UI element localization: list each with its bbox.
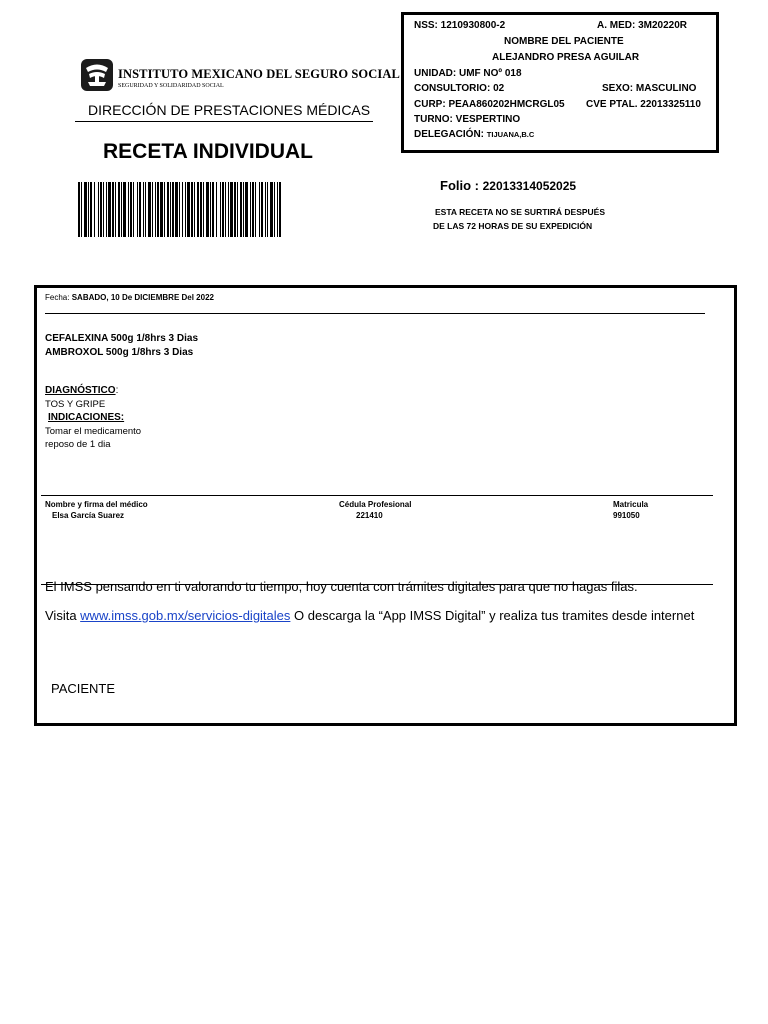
barcode-bar: [133, 182, 134, 237]
barcode-bar: [167, 182, 169, 237]
visit-suffix: O descarga la “App IMSS Digital” y realiza tus tramites desde internet: [290, 608, 695, 623]
cedula-label: Cédula Profesional: [339, 500, 412, 509]
barcode-bar: [175, 182, 178, 237]
barcode-bar: [270, 182, 273, 237]
barcode-bar: [197, 182, 199, 237]
barcode-bar: [145, 182, 146, 237]
barcode-bar: [240, 182, 242, 237]
matricula-value: 991050: [613, 511, 640, 520]
expiry-notice-line1: ESTA RECETA NO SE SURTIRÁ DESPUÉS: [435, 207, 606, 217]
barcode-bar: [228, 182, 229, 237]
institute-name: INSTITUTO MEXICANO DEL SEGURO SOCIAL: [118, 67, 400, 81]
barcode-bar: [139, 182, 141, 237]
barcode-bar: [255, 182, 256, 237]
barcode-bar: [88, 182, 89, 237]
barcode-bar: [143, 182, 144, 237]
diagnostico-colon: :: [115, 385, 119, 396]
barcode-bar: [112, 182, 114, 237]
barcode-bar: [274, 182, 275, 237]
barcode-bar: [259, 182, 260, 237]
barcode-bar: [203, 182, 204, 237]
delegacion-label: DELEGACIÓN:: [414, 129, 484, 140]
barcode-bar: [216, 182, 217, 237]
barcode-bar: [84, 182, 87, 237]
barcode-bar: [250, 182, 251, 237]
date-divider: [45, 313, 705, 314]
imss-eagle-logo-icon: [80, 58, 114, 92]
indicacion-2: reposo de 1 dia: [45, 439, 111, 450]
medication-2: AMBROXOL 500g 1/8hrs 3 Dias: [45, 347, 194, 358]
consultorio-field: CONSULTORIO: 02: [414, 83, 505, 94]
barcode-bar: [94, 182, 95, 237]
barcode-bar: [148, 182, 151, 237]
medication-1: CEFALEXINA 500g 1/8hrs 3 Dias: [45, 333, 199, 344]
barcode-bar: [194, 182, 195, 237]
fecha-label: Fecha:: [45, 293, 70, 302]
indicacion-1: Tomar el medicamento: [45, 426, 142, 437]
barcode-bar: [265, 182, 266, 237]
barcode-bar: [187, 182, 190, 237]
barcode-bar: [267, 182, 268, 237]
copy-label: PACIENTE: [51, 681, 116, 696]
barcode-bar: [152, 182, 153, 237]
barcode-bar: [164, 182, 165, 237]
barcode-bar: [200, 182, 202, 237]
diagnostico-value: TOS Y GRIPE: [45, 399, 106, 410]
barcode-bar: [137, 182, 138, 237]
folio-label: Folio :: [440, 178, 479, 193]
folio: [440, 178, 576, 193]
barcode-bar: [252, 182, 254, 237]
signature-divider: [41, 495, 713, 496]
barcode-bar: [179, 182, 180, 237]
prescription-box: [34, 285, 737, 726]
barcode-bar: [182, 182, 183, 237]
sexo-field: SEXO: MASCULINO: [602, 83, 697, 94]
barcode-bar: [225, 182, 226, 237]
digital-services-message: El IMSS pensando en ti valorando tu tiempo, hoy cuenta con trámites digitales para que no hagas filas.: [45, 579, 638, 594]
barcode-bar: [123, 182, 126, 237]
institute-tagline: SEGURIDAD Y SOLIDARIDAD SOCIAL: [118, 83, 224, 89]
barcode-bar: [160, 182, 163, 237]
barcode-bar: [191, 182, 193, 237]
barcode-bar: [130, 182, 132, 237]
barcode-bar: [78, 182, 80, 237]
barcode-bar: [118, 182, 120, 237]
diagnostico-heading: [45, 385, 118, 396]
barcode-bar: [243, 182, 244, 237]
barcode-bar: [279, 182, 281, 237]
barcode-bar: [128, 182, 129, 237]
nss-field: NSS: 1210930800-2: [414, 20, 506, 31]
barcode-bar: [155, 182, 156, 237]
barcode-bar: [212, 182, 214, 237]
barcode-bar: [115, 182, 116, 237]
footer-divider: [41, 584, 713, 585]
folio-number: 22013314052025: [482, 179, 577, 193]
cedula-value: 221410: [356, 511, 383, 520]
doctor-name-label: Nombre y firma del médico: [45, 500, 148, 509]
barcode-bar: [100, 182, 102, 237]
diagnostico-label: DIAGNÓSTICO: [45, 385, 116, 396]
amed-field: A. MED: 3M20220R: [597, 20, 688, 31]
curp-field: CURP: PEAA860202HMCRGL05: [414, 99, 565, 110]
barcode-bar: [106, 182, 107, 237]
barcode-bar: [157, 182, 159, 237]
imss-services-link[interactable]: www.imss.gob.mx/servicios-digitales: [80, 608, 291, 623]
visit-prefix: Visita: [45, 608, 81, 623]
barcode-bar: [261, 182, 263, 237]
patient-name: ALEJANDRO PRESA AGUILAR: [492, 52, 640, 63]
barcode-bar: [108, 182, 111, 237]
barcode-icon: [78, 182, 282, 237]
barcode-bar: [81, 182, 82, 237]
page-title: RECETA INDIVIDUAL: [103, 140, 313, 163]
barcode-bar: [277, 182, 278, 237]
barcode-bar: [220, 182, 221, 237]
imss-logo: [80, 58, 400, 98]
barcode-bar: [103, 182, 104, 237]
delegacion-value: TIJUANA,B.C: [486, 130, 535, 139]
barcode-bar: [172, 182, 174, 237]
barcode-bar: [210, 182, 211, 237]
department-divider: [75, 121, 373, 122]
indicaciones-label: INDICACIONES:: [48, 412, 125, 423]
visit-line: [45, 608, 694, 623]
cve-ptal-field: CVE PTAL. 22013325110: [586, 99, 701, 110]
barcode-bar: [222, 182, 224, 237]
expiry-notice-line2: DE LAS 72 HORAS DE SU EXPEDICIÓN: [433, 221, 593, 231]
barcode-bar: [185, 182, 186, 237]
matricula-label: Matricula: [613, 500, 649, 509]
barcode-bar: [170, 182, 171, 237]
fecha-field: [45, 293, 214, 302]
doctor-name: Elsa García Suarez: [52, 511, 125, 520]
delegacion-field: [414, 129, 534, 140]
turno-field: TURNO: VESPERTINO: [414, 114, 521, 125]
barcode-bar: [90, 182, 92, 237]
barcode-bar: [121, 182, 122, 237]
barcode-bar: [206, 182, 209, 237]
barcode-bar: [245, 182, 248, 237]
barcode-bar: [98, 182, 99, 237]
patient-name-label: NOMBRE DEL PACIENTE: [504, 36, 624, 47]
department-title: DIRECCIÓN DE PRESTACIONES MÉDICAS: [88, 102, 371, 118]
barcode-bar: [237, 182, 238, 237]
unidad-field: UNIDAD: UMF NOº 018: [414, 68, 522, 79]
fecha-value: SABADO, 10 De DICIEMBRE Del 2022: [71, 293, 214, 302]
barcode-bar: [234, 182, 236, 237]
patient-info-box: [401, 12, 719, 153]
barcode-bar: [230, 182, 233, 237]
